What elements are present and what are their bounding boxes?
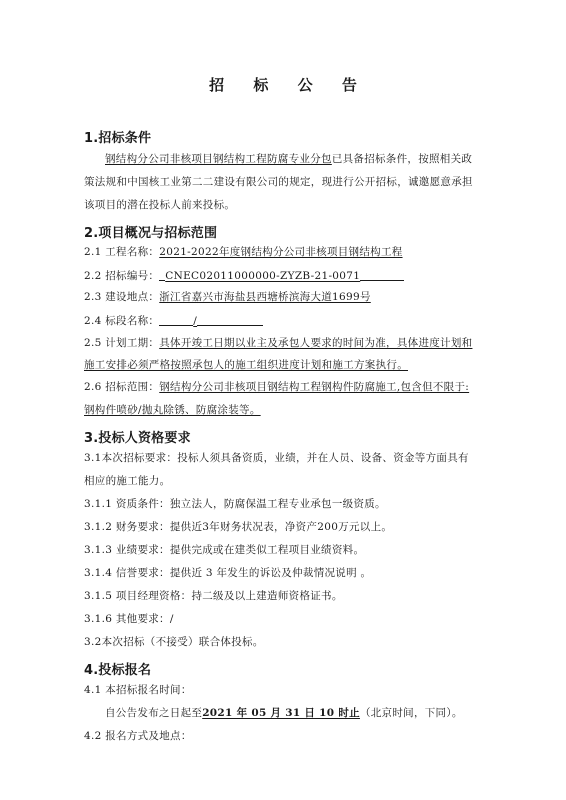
registration-deadline: 2021 年 05 月 31 日 10 时止 xyxy=(202,707,360,719)
item-3-1-b: 相应的施工能力。 xyxy=(84,475,171,487)
item-2-6-value: 钢结构分公司非核项目钢结构工程钢构件防腐施工,包含但不限于: xyxy=(159,381,470,393)
item-2-5-value: 具体开竣工日期以业主及承包人要求的时间为准，具体进度计划和 xyxy=(159,337,473,349)
registration-time xyxy=(105,706,463,720)
section-4-heading: 4.投标报名 xyxy=(84,663,152,678)
item-2-1-value: 2021-2022年度钢结构分公司非核项目钢结构工程 xyxy=(159,246,403,258)
item-3-1-a: 3.1本次招标要求：投标人须具备资质，业绩，并在人员、设备、资金等方面具有 xyxy=(84,452,469,464)
s1-line-2: 策法规和中国核工业第二二建设有限公司的规定，现进行公开招标，诚邀愿意承担 xyxy=(84,176,473,188)
item-2-6 xyxy=(84,380,469,394)
item-2-5 xyxy=(84,336,472,350)
item-2-5-label: 2.5 计划工期： xyxy=(84,337,160,349)
blank-pad xyxy=(360,268,404,281)
s1-line-1-rest: 已具备招标条件，按照相关政 xyxy=(331,153,473,165)
item-4-2: 4.2 报名方式及地点： xyxy=(84,730,192,742)
registration-time-suffix: （北京时间，下同）。 xyxy=(359,707,463,719)
item-3-2: 3.2本次招标（不接受）联合体投标。 xyxy=(84,636,264,648)
item-3-1-5: 3.1.5 项目经理资格：持二级及以上建造师资格证书。 xyxy=(84,590,343,602)
item-2-4-value: / xyxy=(193,315,198,327)
item-2-5-cont xyxy=(84,358,408,372)
item-2-4-label: 2.4 标段名称： xyxy=(84,315,160,327)
item-2-2-value: CNEC02011000000-ZYZB-21-0071 xyxy=(165,270,361,282)
item-2-3 xyxy=(84,290,371,304)
item-2-1 xyxy=(84,245,403,259)
registration-time-prefix: 自公告发布之日起至 xyxy=(105,707,203,719)
document-title: 招 标 公 告 xyxy=(209,76,369,94)
item-2-3-label: 2.3 建设地点： xyxy=(84,291,160,303)
item-2-6-cont xyxy=(84,403,261,417)
item-2-5-cont-text: 施工安排必须严格按照承包人的施工组织进度计划和施工方案执行。 xyxy=(84,359,408,371)
item-3-1-3: 3.1.3 业绩要求：提供完成或在建类似工程项目业绩资料。 xyxy=(84,544,365,556)
item-3-1-4: 3.1.4 信誉要求：提供近 3 年发生的诉讼及仲裁情况说明 。 xyxy=(84,567,372,579)
section-1-heading: 1.招标条件 xyxy=(84,131,152,146)
s1-line-1 xyxy=(105,152,472,166)
item-2-6-label: 2.6 招标范围： xyxy=(84,381,160,393)
blank-pad xyxy=(197,313,263,326)
s1-line-3: 该项目的潜在投标人前来投标。 xyxy=(84,199,236,211)
project-name-underlined: 钢结构分公司非核项目钢结构工程防腐专业分包 xyxy=(105,153,332,165)
blank-pad xyxy=(159,313,193,326)
item-3-1-1: 3.1.1 资质条件：独立法人，防腐保温工程专业承包一级资质。 xyxy=(84,498,386,510)
item-2-2-label: 2.2 招标编号： xyxy=(84,270,160,282)
item-2-3-value: 浙江省嘉兴市海盐县西塘桥滨海大道1699号 xyxy=(159,291,371,303)
item-2-6-cont-text: 钢构件喷砂/抛丸除锈、防腐涂装等。 xyxy=(84,404,261,416)
section-3-heading: 3.投标人资格要求 xyxy=(84,431,191,446)
item-3-1-6: 3.1.6 其他要求：/ xyxy=(84,613,174,625)
item-2-2 xyxy=(84,268,404,283)
section-2-heading: 2.项目概况与招标范围 xyxy=(84,226,218,241)
item-4-1: 4.1 本招标报名时间： xyxy=(84,684,192,696)
item-2-4 xyxy=(84,313,263,328)
item-3-1-2: 3.1.2 财务要求：提供近3年财务状况表，净资产200万元以上。 xyxy=(84,521,393,533)
item-2-1-label: 2.1 工程名称： xyxy=(84,246,160,258)
